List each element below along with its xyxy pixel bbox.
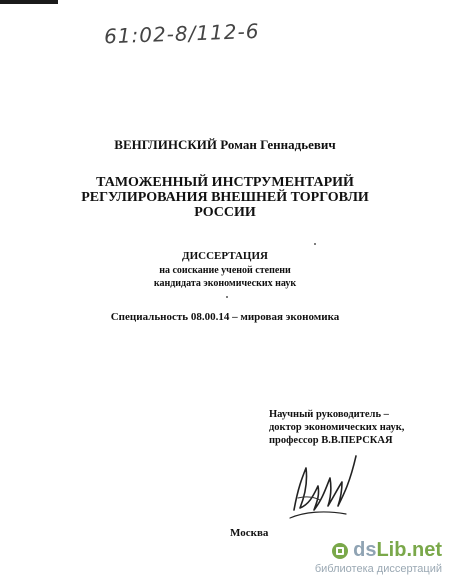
brand-prefix: ds [353,539,377,561]
city-name: Москва [230,527,269,539]
signature-drawing [284,448,364,528]
advisor-line-3: профессор В.В.ПЕРСКАЯ [269,435,393,446]
watermark-subtitle: библиотека диссертаций [314,563,442,575]
dslib-watermark [315,539,442,575]
handwritten-archive-number: 61:02-8/112-6 [103,18,260,49]
author-name: ВЕНГЛИНСКИЙ Роман Геннадьевич [114,137,336,152]
scientific-advisor-block [269,408,404,447]
specialty-line: Специальность 08.00.14 – мировая экономика [110,311,340,323]
dissertation-title [0,175,450,220]
degree-line-2: кандидата экономических наук [153,278,297,289]
degree-line-1: на соискание ученой степени [159,265,291,276]
scan-edge-mark [0,0,58,4]
dissertation-label: ДИССЕРТАЦИЯ [182,250,268,262]
title-line-1: ТАМОЖЕННЫЙ ИНСТРУМЕНТАРИЙ [96,175,354,190]
watermark-brand-row [315,539,442,562]
advisor-line-1: Научный руководитель – [269,409,389,420]
scan-speck [314,243,316,245]
dslib-logo-icon [331,542,349,560]
scan-speck [226,296,228,298]
title-line-3: РОССИИ [194,205,256,220]
brand-suffix: Lib.net [376,539,442,561]
watermark-brand [353,539,442,562]
title-line-2: РЕГУЛИРОВАНИЯ ВНЕШНЕЙ ТОРГОВЛИ [81,190,369,205]
handwritten-signature [284,448,364,533]
advisor-line-2: доктор экономических наук, [269,422,405,433]
